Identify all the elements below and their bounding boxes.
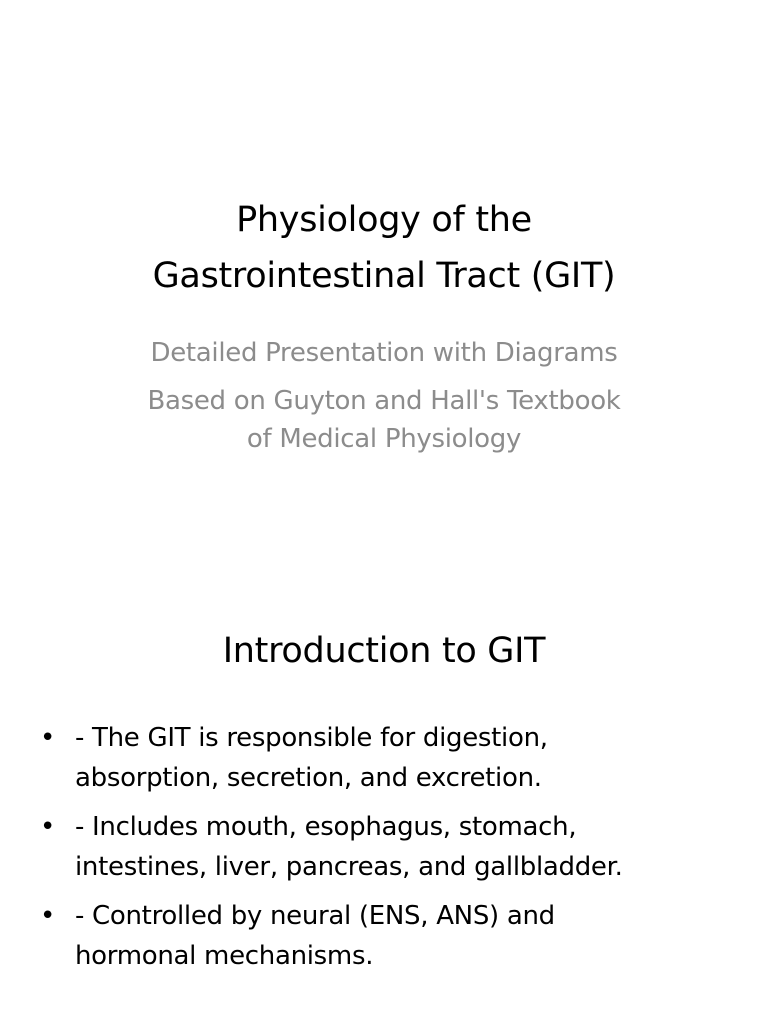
- subtitle-line: Based on Guyton and Hall's Textbook: [147, 386, 621, 416]
- bullet-line: intestines, liver, pancreas, and gallbladder.: [75, 852, 623, 882]
- bullet-line: hormonal mechanisms.: [75, 941, 374, 971]
- bullet-text: [75, 718, 740, 798]
- title-line: Physiology of the: [236, 200, 532, 240]
- subtitle-line: Detailed Presentation with Diagrams: [150, 338, 618, 368]
- list-item: [40, 896, 740, 976]
- list-item: [40, 718, 740, 798]
- list-item: [40, 807, 740, 887]
- subtitle-line: of Medical Physiology: [246, 424, 522, 454]
- bullet-text: [75, 807, 740, 887]
- bullet-icon: •: [40, 723, 56, 753]
- bullet-list: [40, 718, 740, 985]
- intro-slide-title: Introduction to GIT: [222, 631, 546, 671]
- bullet-line: - The GIT is responsible for digestion,: [75, 723, 548, 753]
- bullet-icon: •: [40, 812, 56, 842]
- bullet-line: absorption, secretion, and excretion.: [75, 763, 542, 793]
- presentation-title: [0, 192, 768, 304]
- presentation-subtitle: [0, 334, 768, 458]
- bullet-line: - Controlled by neural (ENS, ANS) and: [75, 901, 555, 931]
- bullet-line: - Includes mouth, esophagus, stomach,: [75, 812, 577, 842]
- title-line: Gastrointestinal Tract (GIT): [152, 256, 616, 296]
- bullet-text: [75, 896, 740, 976]
- bullet-icon: •: [40, 901, 56, 931]
- subtitle-spacer: [0, 372, 768, 382]
